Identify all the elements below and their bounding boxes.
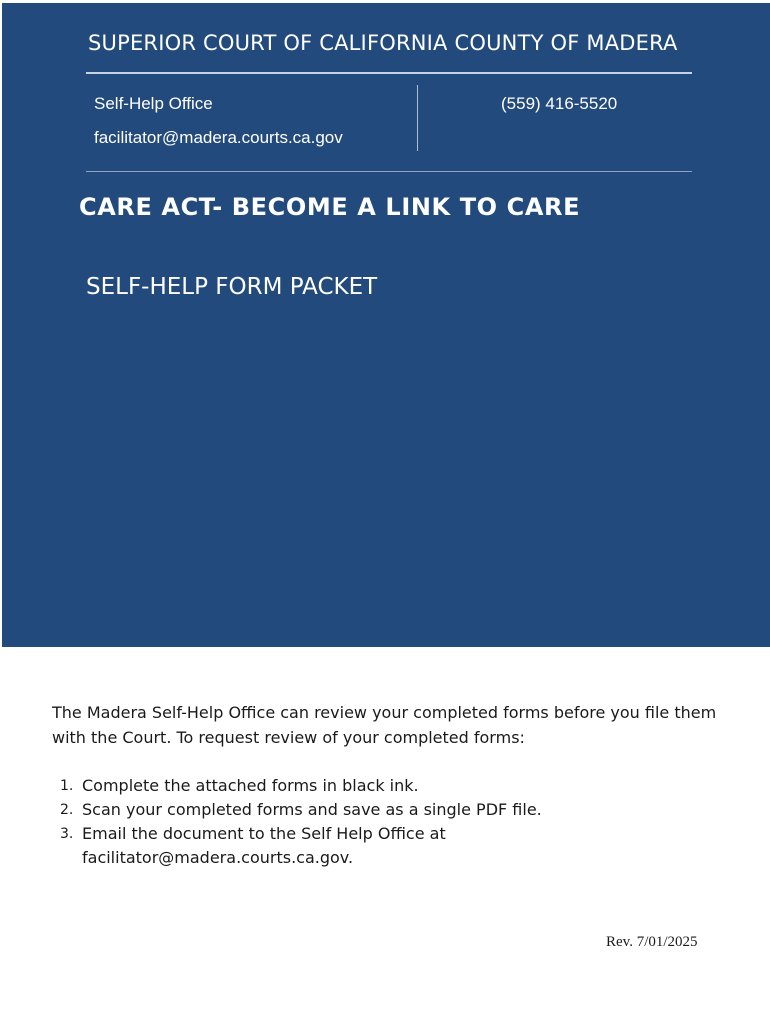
office-phone: (559) 416-5520 [501,94,618,113]
packet-title: CARE ACT- BECOME A LINK TO CARE [79,193,581,221]
step-number: 1. [60,778,74,794]
contact-divider-bottom [86,171,692,172]
list-item [60,774,720,798]
office-name: Self-Help Office [94,94,213,113]
step-number: 2. [60,802,74,818]
intro-paragraph: The Madera Self-Help Office can review your completed forms before you file them with the Court. To request review of your completed forms: [52,703,717,747]
list-item [60,822,720,870]
packet-subtitle: SELF-HELP FORM PACKET [86,274,378,300]
list-item [60,798,720,822]
office-email: facilitator@madera.courts.ca.gov [94,128,343,147]
contact-divider [417,85,418,151]
header-divider [86,72,692,74]
step-text: Email the document to the Self Help Office at facilitator@madera.courts.ca.gov. [82,824,446,867]
step-text: Scan your completed forms and save as a single PDF file. [82,800,542,819]
step-number: 3. [60,826,74,842]
revision-date: Rev. 7/01/2025 [606,934,698,950]
instruction-list [60,774,720,870]
step-text: Complete the attached forms in black ink. [82,776,419,795]
court-name: SUPERIOR COURT OF CALIFORNIA COUNTY OF MADERA [88,31,678,55]
